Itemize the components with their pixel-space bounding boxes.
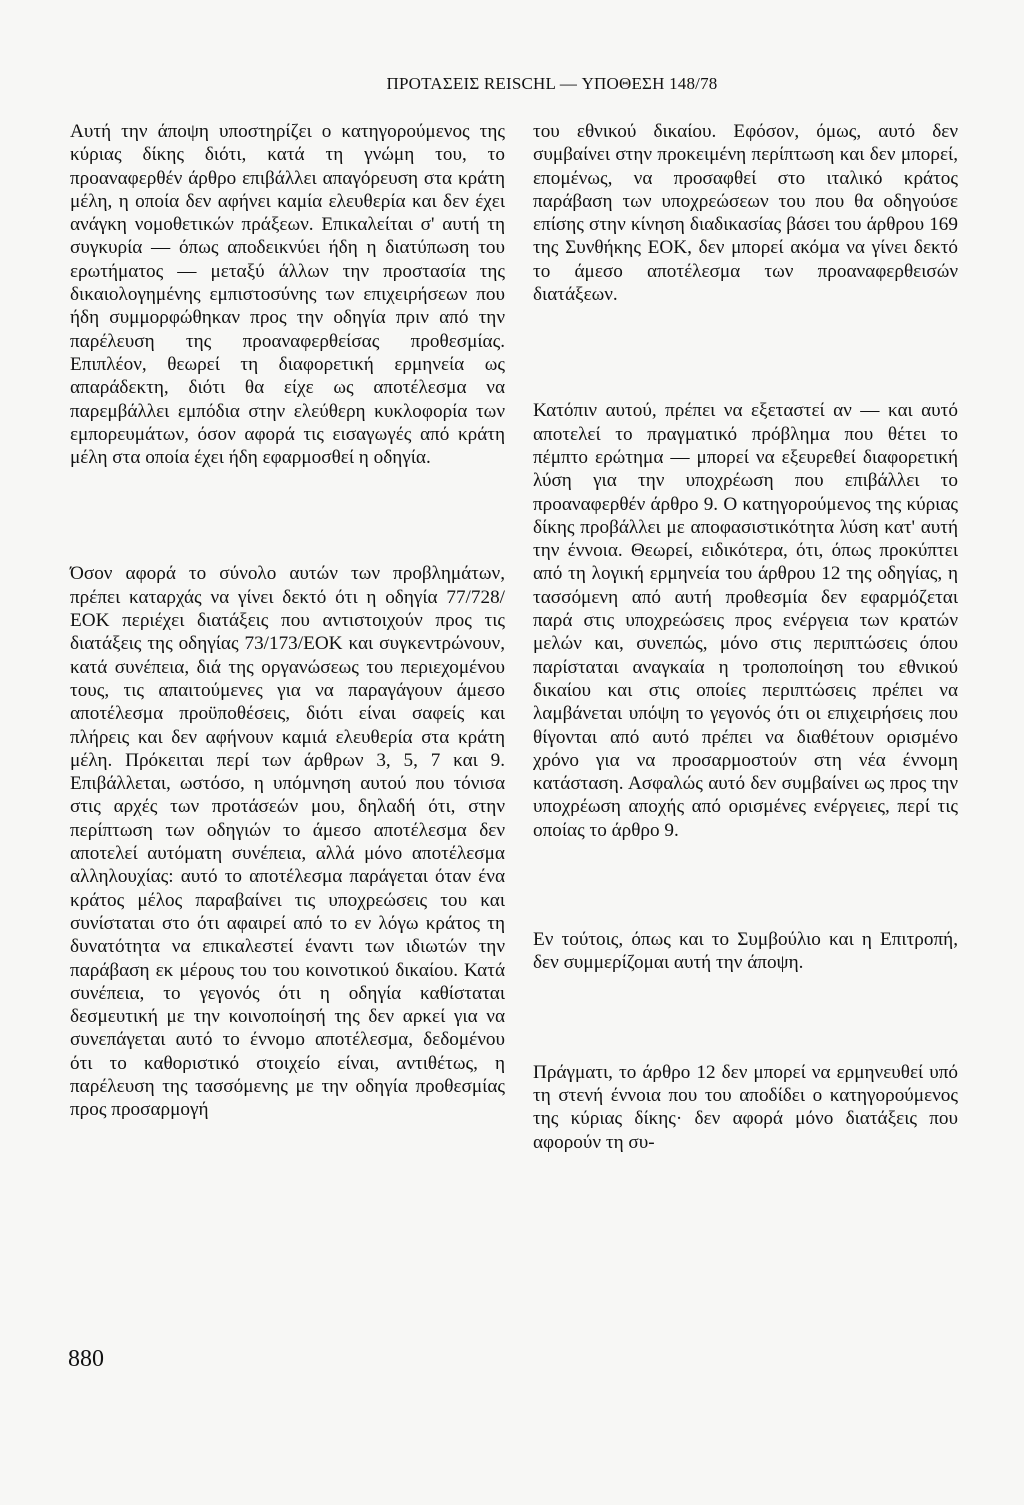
- paragraph: του εθνικού δικαίου. Εφόσον, όμως, αυτό δεν συμβαίνει στην προκειμένη περίπτωση και δεν μπορεί, επομένως, να προσαφθεί στο ιταλικό κράτος παράβαση των υποχρεώσεων του που θα οδηγούσε επίσης στην κίνηση διαδικασίας βάσει του άρθρου 169 της Συνθήκης ΕΟΚ, δεν μπορεί ακόμα να γίνει δεκτό το άμεσο αποτέλεσμα των προαναφερθεισών διατάξεων.: [533, 121, 958, 306]
- running-header: ΠΡΟΤΑΣΕΙΣ REISCHL — ΥΠΟΘΕΣΗ 148/78: [386, 74, 718, 93]
- paragraph: Εν τούτοις, όπως και το Συμβούλιο και η Επιτροπή, δεν συμμερίζομαι αυτή την άποψη.: [533, 929, 958, 974]
- left-column: [70, 120, 505, 1122]
- paragraph: Όσον αφορά το σύνολο αυτών των προβλημάτων, πρέπει καταρχάς να γίνει δεκτό ότι η οδηγία 77/728/ΕΟΚ περιέχει διατάξεις που αντιστοιχούν προς τις διατάξεις της οδηγίας 73/173/ΕΟΚ και συγκεντρώνουν, κατά συνέπεια, διά της οργανώσεως του περιεχομένου τους, τις απαιτούμενες για να παραγάγουν άμεσο αποτέλεσμα προϋποθέσεις, διότι είναι σαφείς και πλήρεις και δεν αφήνουν καμιά ελευθερία στα κράτη μέλη. Πρόκειται περί των άρθρων 3, 5, 7 και 9. Επιβάλλεται, ωστόσο, η υπόμνηση αυτού που τόνισα στις αρχές των προτάσεών μου, δηλαδή ότι, στην περίπτωση των οδηγιών το άμεσο αποτέλεσμα δεν αποτελεί αυτόματη συνέπεια, αλλά μόνο αποτέλεσμα αλληλουχίας: αυτό το αποτέλεσμα παράγεται όταν ένα κράτος μέλος παραβαίνει τις υποχρεώσεις του και συνίσταται στο ότι αφαιρεί από το εν λόγω κράτος τη δυνατότητα να επικαλεστεί έναντι των ιδιωτών την παράβαση εκ μέρους του του κοινοτικού δικαίου. Κατά συνέπεια, το γεγονός ότι η οδηγία καθίσταται δεσμευτική με την κοινοποίησή της δεν αρκεί για να συνεπάγεται αυτό το έννομο αποτέλεσμα, δεδομένου ότι το καθοριστικό στοιχείο είναι, αντιθέτως, η παρέλευση της τασσόμενης με την οδηγία προθεσμίας προς προσαρμογή: [70, 563, 505, 1121]
- paragraph: Κατόπιν αυτού, πρέπει να εξεταστεί αν — και αυτό αποτελεί το πραγματικό πρόβλημα που θέτει το πέμπτο ερώτημα — μπορεί να εξευρεθεί διαφορετική λύση για την υποχρέωση που επιβάλλει το προαναφερθέν άρθρο 9. Ο κατηγορούμενος της κύριας δίκης προβάλλει με αποφασιστικότητα λύση κατ' αυτή την έννοια. Θεωρεί, ειδικότερα, ότι, όπως προκύπτει από τη λογική ερμηνεία του άρθρου 12 της οδηγίας, η τασσόμενη από αυτή προθεσμία δεν εφαρμόζεται παρά στις υποχρεώσεις προς ενέργεια των κρατών μελών και, συνεπώς, μόνο στις περιπτώσεις όπου παρίσταται αναγκαία η τροποποίηση του εθνικού δικαίου και στις οποίες περιπτώσεις πρέπει να λαμβάνεται υπόψη το γεγονός ότι οι επιχειρήσεις που θίγονται από αυτό πρέπει να διαθέτουν ορισμένο χρόνο για να προσαρμοστούν στη νέα έννομη κατάσταση. Ασφαλώς αυτό δεν συμβαίνει ως προς την υποχρέωση αποχής από ορισμένες ενέργειες, περί τις οποίας το άρθρο 9.: [533, 400, 958, 841]
- paragraph-gap: [533, 306, 958, 399]
- right-column: [533, 120, 958, 1154]
- paragraph-gap: [70, 469, 505, 562]
- paragraph: Αυτή την άποψη υποστηρίζει ο κατηγορούμενος της κύριας δίκης διότι, κατά τη γνώμη του, το προαναφερθέν άρθρο επιβάλλει απαγόρευση στα κράτη μέλη, η οποία δεν αφήνει καμία ελευθερία και δεν έχει ανάγκη νομοθετικών πράξεων. Επικαλείται σ' αυτή τη συγκυρία — όπως αποδεικνύει ήδη η διατύπωση του ερωτήματος — μεταξύ άλλων την προστασία της δικαιολογημένης εμπιστοσύνης των επιχειρήσεων που ήδη συμμορφώθηκαν προς την οδηγία πριν από την παρέλευση της προαναφερθείσας προθεσμίας. Επιπλέον, θεωρεί τη διαφορετική ερμηνεία ως απαράδεκτη, διότι θα είχε ως αποτέλεσμα να παρεμβάλλει εμπόδια στην ελεύθερη κυκλοφορία των εμπορευμάτων, όσον αφορά τις εισαγωγές από κράτη μέλη στα οποία έχει ήδη εφαρμοσθεί η οδηγία.: [70, 121, 505, 469]
- paragraph-gap: [533, 975, 958, 1061]
- paragraph-gap: [533, 842, 958, 928]
- paragraph: Πράγματι, το άρθρο 12 δεν μπορεί να ερμηνευθεί υπό τη στενή έννοια που του αποδίδει ο κατηγορούμενος της κύριας δίκης· δεν αφορά μόνο διατάξεις που αφορούν τη συ-: [533, 1061, 958, 1153]
- page-number: 880: [68, 1346, 104, 1372]
